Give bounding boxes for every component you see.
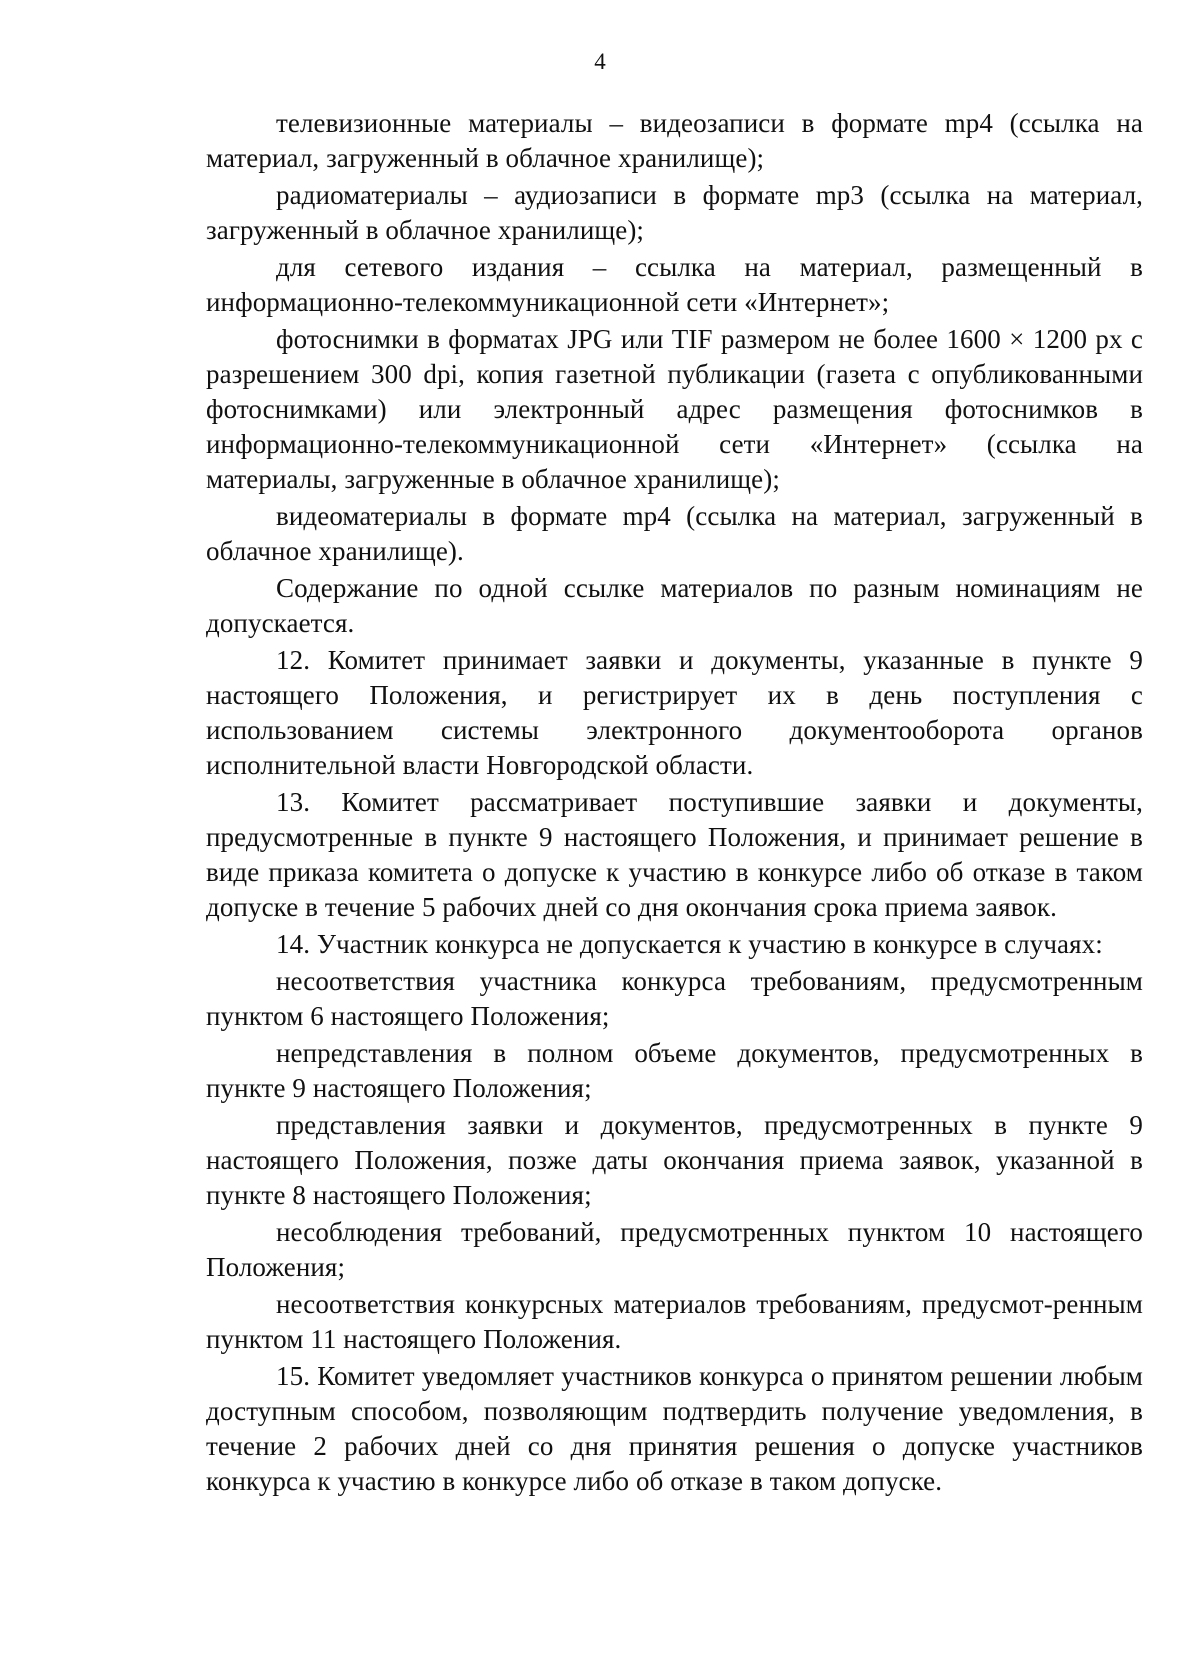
paragraph-item-14-case-5: несоответствия конкурсных материалов требованиям, предусмот-ренным пунктом 11 настоящего Положения. xyxy=(206,1289,1143,1354)
paragraph-video-materials: видеоматериалы в формате mp4 (ссылка на материал, загруженный в облачное хранилище). xyxy=(206,501,1143,566)
paragraph-item-14-case-4: несоблюдения требований, предусмотренных пунктом 10 настоящего Положения; xyxy=(206,1217,1143,1282)
paragraph-item-14-case-3: представления заявки и документов, предусмотренных в пункте 9 настоящего Положения, позже даты окончания приема заявок, указанной в пункте 8 настоящего Положения; xyxy=(206,1110,1143,1210)
paragraph-item-13: 13. Комитет рассматривает поступившие заявки и документы, предусмотренные в пункте 9 настоящего Положения, и принимает решение в виде приказа комитета о допуске к участию в конкурсе либо об отказе в таком допуске в течение 5 рабочих дней со дня окончания срока приема заявок. xyxy=(206,787,1143,922)
page-number: 4 xyxy=(594,49,606,74)
paragraph-online-media: для сетевого издания – ссылка на материал, размещенный в информационно-телекоммуникационной сети «Интернет»; xyxy=(206,252,1143,317)
paragraph-link-content-rule: Содержание по одной ссылке материалов по разным номинациям не допускается. xyxy=(206,573,1143,638)
paragraph-item-14-case-2: непредставления в полном объеме документов, предусмотренных в пункте 9 настоящего Положения; xyxy=(206,1038,1143,1103)
paragraph-tv-materials: телевизионные материалы – видеозаписи в формате mp4 (ссылка на материал, загруженный в облачное хранилище); xyxy=(206,108,1143,173)
paragraph-item-14: 14. Участник конкурса не допускается к участию в конкурсе в случаях: xyxy=(276,929,1103,959)
paragraph-item-14-case-1: несоответствия участника конкурса требованиям, предусмотренным пунктом 6 настоящего Положения; xyxy=(206,966,1143,1031)
document-body xyxy=(206,106,1143,1501)
paragraph-photos: фотоснимки в форматах JPG или TIF размером не более 1600 × 1200 px с разрешением 300 dpi, копия газетной публикации (газета с опубликованными фотоснимками) или электронный адрес размещения фотоснимков в информационно-телекоммуникационной сети «Интернет» (ссылка на материалы, загруженные в облачное хранилище); xyxy=(206,324,1143,494)
paragraph-item-15: 15. Комитет уведомляет участников конкурса о принятом решении любым доступным способом, позволяющим подтвердить получение уведомления, в течение 2 рабочих дней со дня принятия решения о допуске участников конкурса к участию в конкурсе либо об отказе в таком допуске. xyxy=(206,1361,1143,1496)
paragraph-item-12: 12. Комитет принимает заявки и документы, указанные в пункте 9 настоящего Положения, и регистрирует их в день поступления с использованием системы электронного документооборота органов исполнительной власти Новгородской области. xyxy=(206,645,1143,780)
paragraph-radio-materials: радиоматериалы – аудиозаписи в формате mp3 (ссылка на материал, загруженный в облачное хранилище); xyxy=(206,180,1143,245)
